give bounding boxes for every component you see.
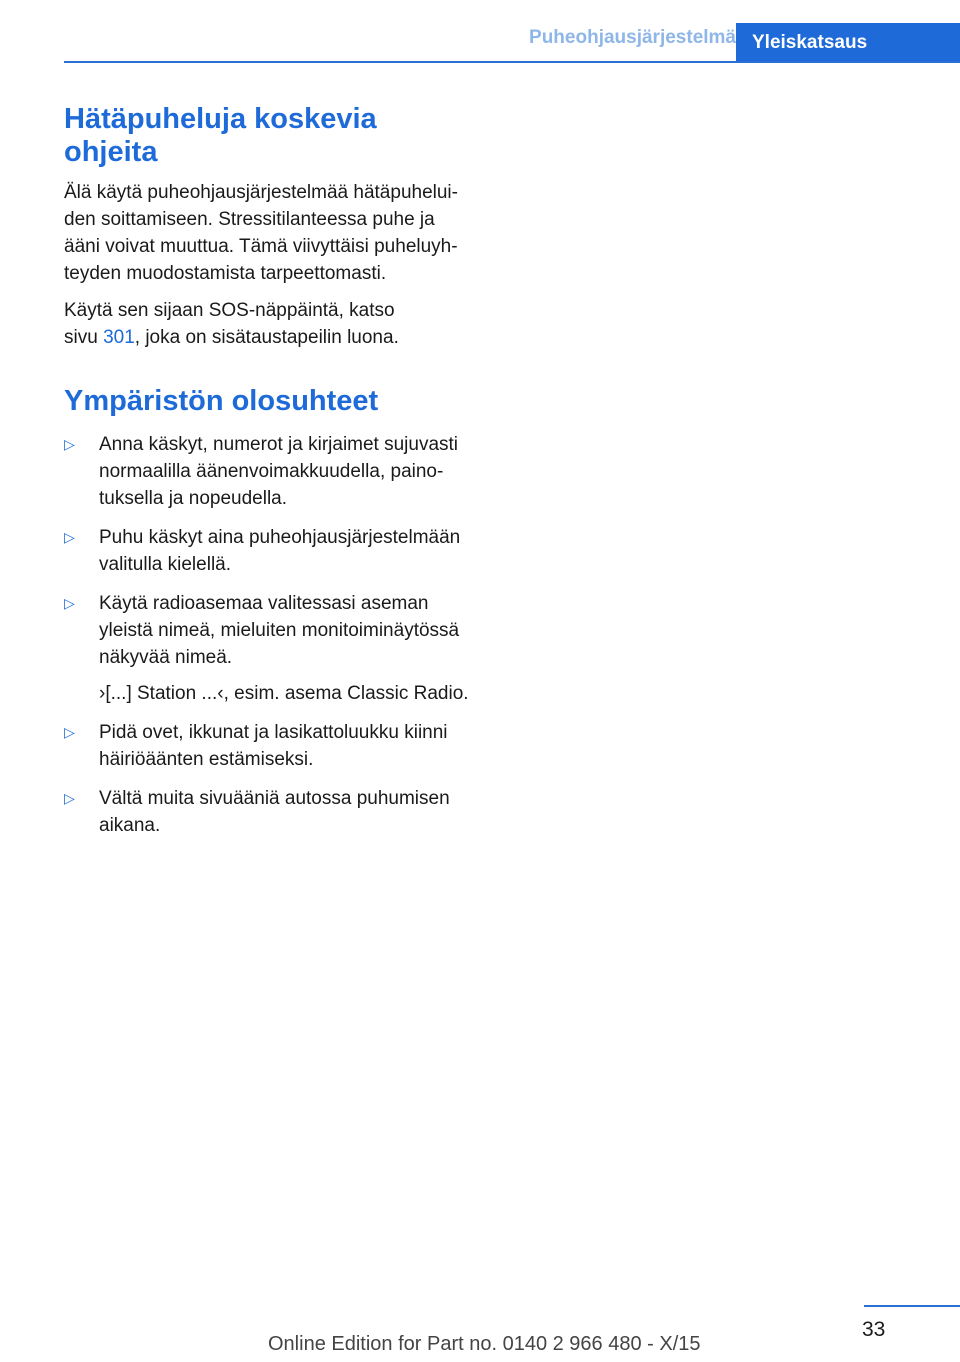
emergency-section — [64, 103, 484, 351]
text-line: , joka on sisätaustapeilin luona. — [134, 327, 399, 348]
text-line: Puhu käskyt aina puheohjausjärjestelmään — [99, 527, 461, 548]
emergency-heading-line2: ohjeita — [64, 136, 158, 168]
text-line: den soittamiseen. Stressitilanteessa puhe ja — [64, 209, 435, 230]
header-section-title: Puheohjausjärjestelmä — [529, 27, 736, 48]
triangle-right-icon: ▷ — [64, 724, 75, 740]
page-number: 33 — [862, 1318, 886, 1341]
text-line: ääni voivat muuttua. Tämä viivyttäisi puheluyh- — [64, 236, 458, 257]
environment-section — [64, 385, 484, 839]
triangle-right-icon: ▷ — [64, 790, 75, 806]
text-line: häiriöäänten estämiseksi. — [99, 749, 314, 770]
triangle-right-icon: ▷ — [64, 595, 75, 611]
list-item — [64, 431, 484, 512]
text-line: Vältä muita sivuääniä autossa puhumisen — [99, 788, 450, 809]
header-tab-label: Yleiskatsaus — [736, 23, 960, 61]
list-item — [64, 590, 484, 707]
text-line: näkyvää nimeä. — [99, 647, 233, 668]
text-line: yleistä nimeä, mieluiten monitoiminäytössä — [99, 620, 460, 641]
text-line: normaalilla äänenvoimakkuudella, paino- — [99, 461, 444, 482]
emergency-paragraph-1 — [64, 179, 484, 287]
list-item — [64, 785, 484, 839]
text-line: Käytä radioasemaa valitessasi aseman — [99, 593, 429, 614]
list-item — [64, 524, 484, 578]
environment-list — [64, 431, 484, 839]
text-line: Älä käytä puheohjausjärjestelmää hätäpuhelui- — [64, 182, 458, 203]
text-line: Anna käskyt, numerot ja kirjaimet sujuvasti — [99, 434, 459, 455]
edition-footer: Online Edition for Part no. 0140 2 966 480 - X/15 — [268, 1333, 701, 1355]
emergency-heading-line1: Hätäpuheluja koskevia — [64, 103, 377, 135]
text-line: valitulla kielellä. — [99, 554, 232, 575]
environment-heading: Ympäristön olosuhteet — [64, 385, 379, 417]
emergency-heading — [64, 103, 484, 169]
triangle-right-icon: ▷ — [64, 529, 75, 545]
page-link-301[interactable]: 301 — [103, 327, 135, 348]
list-item — [64, 719, 484, 773]
triangle-right-icon: ▷ — [64, 436, 75, 452]
text-line: aikana. — [99, 815, 161, 836]
footer-rule — [864, 1305, 960, 1307]
text-line: teyden muodostamista tarpeettomasti. — [64, 263, 387, 284]
text-line: tuksella ja nopeudella. — [99, 488, 288, 509]
text-line: Pidä ovet, ikkunat ja lasikattoluukku kiinni — [99, 722, 448, 743]
text-line: Käytä sen sijaan SOS-näppäintä, katso — [64, 300, 395, 321]
example-text: ›[...] Station ...‹, esim. asema Classic Radio. — [99, 683, 469, 704]
text-line: sivu — [64, 327, 104, 348]
emergency-paragraph-2 — [64, 297, 484, 351]
header-rule — [64, 61, 960, 63]
